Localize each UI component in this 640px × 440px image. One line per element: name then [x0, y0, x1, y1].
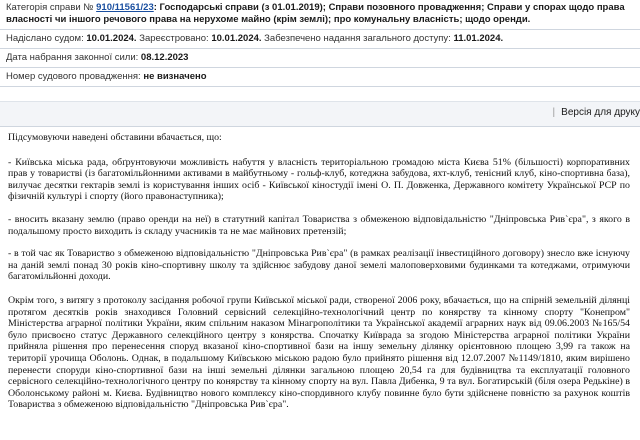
access-label: Забезпечено надання загального доступу:	[264, 33, 451, 44]
sent-value: 10.01.2024.	[86, 33, 137, 44]
paragraph-summary: Підсумовуючи наведені обставини вбачається, що:	[8, 132, 222, 143]
access-value: 11.01.2024.	[453, 33, 504, 44]
document-body	[8, 132, 630, 422]
registered-label: Зареєстровано:	[139, 33, 209, 44]
paragraph-company-construction: - в той час як Товариство з обмеженою відповідальністю "Дніпровська Рив`єра" (в рамках реалізації інвестиційного договору) знесло вже існуючу на даній землі понад 30 років кіно-спортивну школу та здійснює забудову даної земелі малоповерховими будинками та котеджами, отримуючи багатомільйонні доходи.	[8, 248, 630, 283]
paragraph-land-contribution: - вносить вказану землю (право оренди на неї) в статутний капітал Товариства з обмеженою відповідальністю "Дніпровська Рив`єра", з якого в подальшому просто виходить із складу учасників та не має майнових претензій;	[8, 213, 630, 237]
paragraph-city-council: - Київська міська рада, обґрунтовуючи можливість набуття у власність територіальною громадою міста Києва 51% (більшості) корпоративних прав у товаристві (із багатомільйонними активами в майбутньому - гольф-клуб, котеджна забудова, яхт-клуб, тенісний клуб, кіно-спортивна база), вилучає десятки гектарів землі із користування інших осіб - Київської кіностудії імені О. П. Довженка, Державного комітету Української РСР по фізичній культурі і спорту (його правонаступника);	[8, 156, 630, 203]
category-text: : Господарські справи (з 01.01.2019); Справи позовного провадження; Справи у спорах щодо права власності чи іншого речового права на нерухоме майно (крім землі); про комунальну власність; щодо оренди.	[6, 2, 625, 25]
print-version-label: Версія для друку	[561, 107, 640, 118]
dates-row	[0, 30, 640, 49]
case-number-value: не визначено	[143, 71, 207, 82]
sent-label: Надіслано судом:	[6, 33, 84, 44]
legal-force-label: Дата набрання законної сили:	[6, 52, 139, 63]
case-number-link[interactable]: 910/11561/23	[96, 2, 154, 13]
case-category-row	[0, 0, 640, 30]
case-metadata	[0, 0, 640, 87]
paragraph-protocol: Окрім того, з витягу з протоколу засідання робочої групи Київської міської ради, створеної 2006 року, вбачається, що на спірній земельній ділянці протягом десятків років знаходився Головний сервісний селекційно-технологічний центр по конярству та кінному спорту "Конепром" Міністерства аграрної політики України, яким спільним наказом Мінагрополітики та Української академії аграрних наук від 09.06.2003 №165/54 було присвоєно статус Державного селекційного центру з конярства. Спочатку Київрада за згодою Міністерства аграрної політики України прийняла рішення про перенесення споруд вказаної кіно-спортивної бази на іншу земельну ділянку орієнтовною площею 3,99 га також на території урочища Оболонь. Однак, в подальшому Київською міською радою було прийнято рішення від 12.07.2007 №1149/1810, яким вирішено перенести споруди кіно-спортивної бази на інші земельні ділянки загальною площею 20,54 га для будівництва та експлуатації головного сервісного селекційно-технологічного центру по конярству та кінному спорту на вул. Павла Дибенка, 9 та вул. Богатирській (біля озера Редькіне) в Оболонському районі м. Києва. Будівництво нового комплексу кіно-спордивного клубу повинне було бути здійснене повністю за рахунок коштів Товариства з обмеженою відповідальністю "Дніпровська Рив`єра".	[8, 294, 630, 411]
print-version-button[interactable]	[553, 107, 640, 118]
case-number-row	[0, 68, 640, 87]
legal-force-row	[0, 49, 640, 68]
case-number-label: Номер судового провадження:	[6, 71, 141, 82]
toolbar	[0, 101, 640, 127]
separator-icon: |	[552, 107, 556, 118]
category-label: Категорія справи №	[6, 2, 94, 13]
legal-force-value: 08.12.2023	[140, 52, 189, 63]
registered-value: 10.01.2024.	[211, 33, 262, 44]
